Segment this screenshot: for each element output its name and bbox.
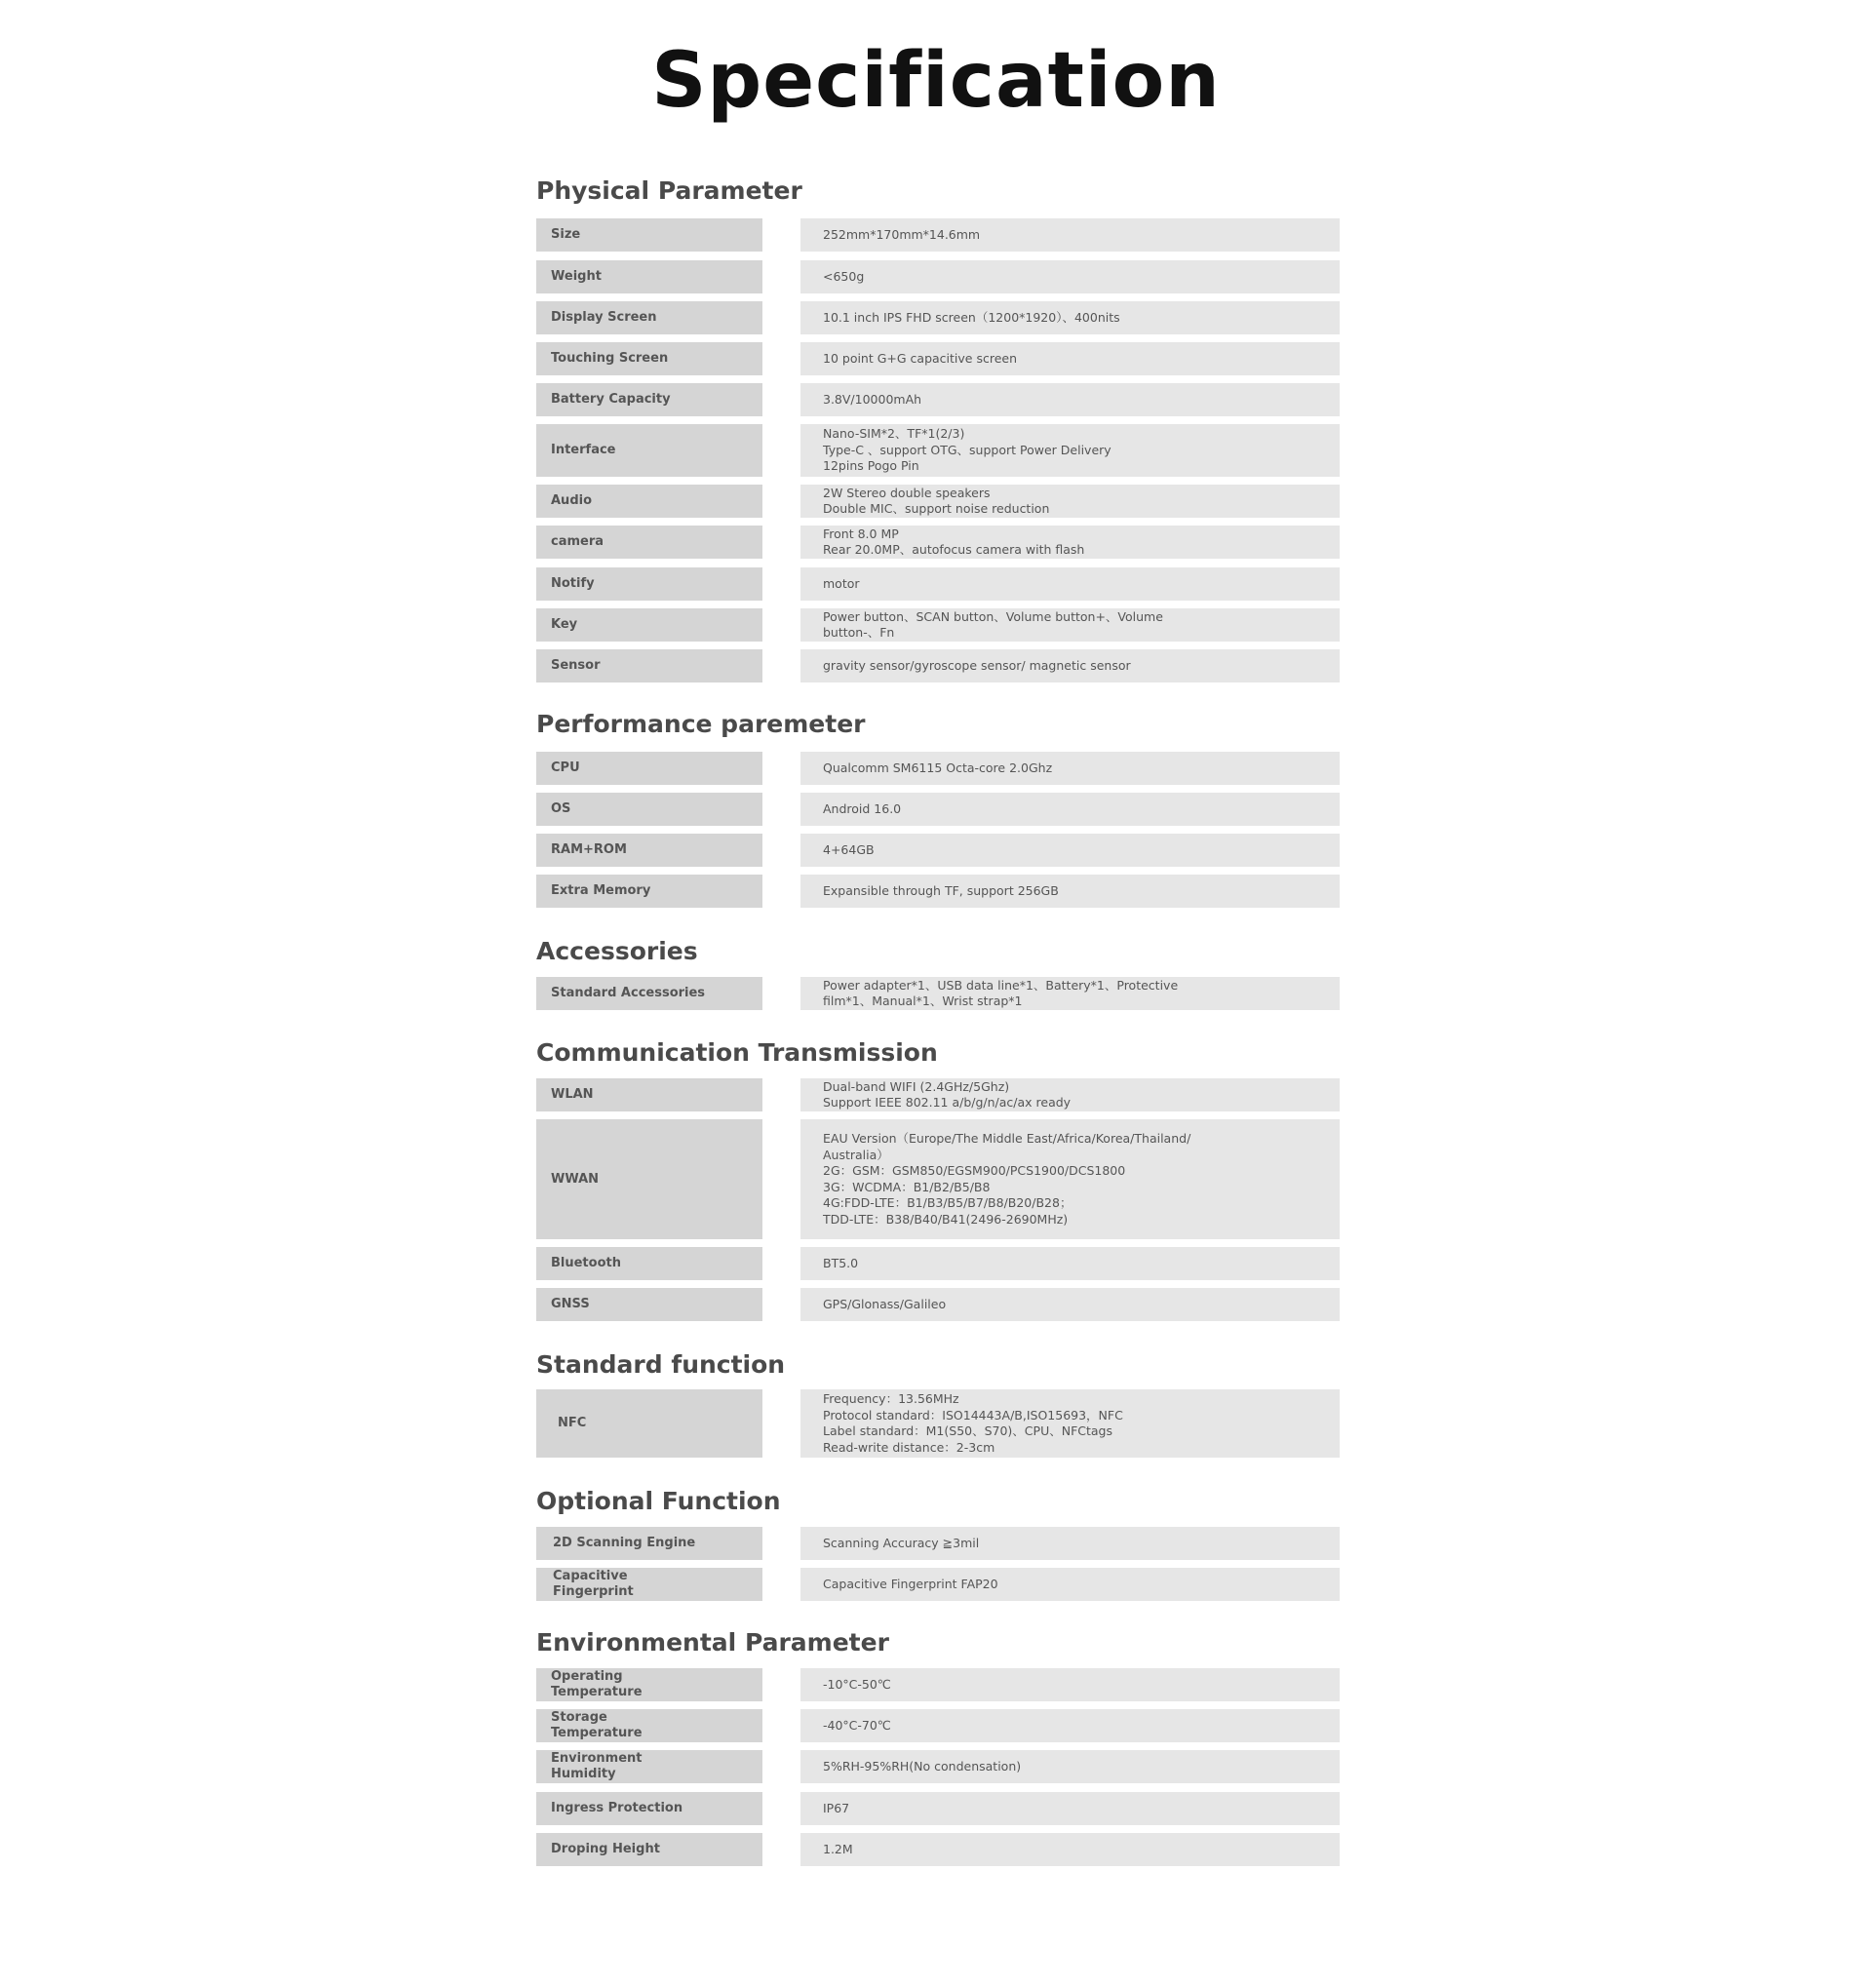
- spec-row-2d-scanning-engine: [536, 1527, 1340, 1560]
- spec-value-line: EAU Version（Europe/The Middle East/Africa/Korea/Thailand/: [823, 1131, 1191, 1146]
- spec-label: [536, 1750, 762, 1783]
- spec-value-line: motor: [823, 575, 860, 591]
- section-heading-physical-parameter: Physical Parameter: [536, 176, 802, 205]
- spec-value-line: 10.1 inch IPS FHD screen（1200*1920）、400nits: [823, 309, 1120, 325]
- spec-label-text: Operating Temperature: [551, 1669, 643, 1699]
- spec-row-operating-temperature: [536, 1668, 1340, 1701]
- spec-value: [800, 834, 1340, 867]
- spec-label: Size: [536, 218, 762, 252]
- spec-row-cpu: [536, 752, 1340, 785]
- spec-label: camera: [536, 526, 762, 559]
- spec-label: Touching Screen: [536, 342, 762, 375]
- section-heading-communication-transmission: Communication Transmission: [536, 1038, 938, 1067]
- spec-value-line: BT5.0: [823, 1255, 859, 1270]
- spec-label: Droping Height: [536, 1833, 762, 1866]
- spec-row-interface: [536, 424, 1340, 477]
- spec-row-sensor: [536, 649, 1340, 682]
- spec-value-line: 4G:FDD-LTE：B1/B3/B5/B7/B8/B20/B28；: [823, 1195, 1072, 1210]
- spec-value: [800, 526, 1340, 559]
- spec-value: [800, 875, 1340, 908]
- spec-row-weight: [536, 260, 1340, 293]
- spec-label: WLAN: [536, 1078, 762, 1111]
- spec-value-line: Power adapter*1、USB data line*1、Battery*1、Protective: [823, 977, 1179, 993]
- spec-value: [800, 649, 1340, 682]
- spec-row-droping-height: [536, 1833, 1340, 1866]
- spec-row-size: [536, 218, 1340, 252]
- spec-value-line: -10°C-50℃: [823, 1676, 891, 1692]
- spec-label: Ingress Protection: [536, 1792, 762, 1825]
- spec-row-camera: [536, 526, 1340, 559]
- spec-value-line: Protocol standard：ISO14443A/B,ISO15693，NFC: [823, 1407, 1123, 1423]
- spec-row-os: [536, 793, 1340, 826]
- spec-value-line: gravity sensor/gyroscope sensor/ magnetic sensor: [823, 657, 1131, 673]
- spec-value: [800, 1568, 1340, 1601]
- spec-label: 2D Scanning Engine: [536, 1527, 762, 1560]
- section-heading-accessories: Accessories: [536, 937, 698, 965]
- spec-label: [536, 1709, 762, 1742]
- spec-row-environment-humidity: [536, 1750, 1340, 1783]
- spec-label: Audio: [536, 485, 762, 518]
- spec-value: [800, 567, 1340, 601]
- spec-value-line: Front 8.0 MP: [823, 526, 899, 541]
- spec-value-line: button-、Fn: [823, 625, 895, 640]
- spec-label: NFC: [536, 1389, 762, 1458]
- section-heading-performance-paremeter: Performance paremeter: [536, 710, 866, 738]
- spec-value-line: Dual-band WIFI (2.4GHz/5Ghz): [823, 1078, 1010, 1094]
- spec-label: GNSS: [536, 1288, 762, 1321]
- spec-value-line: film*1、Manual*1、Wrist strap*1: [823, 994, 1023, 1008]
- spec-value-line: 5%RH-95%RH(No condensation): [823, 1758, 1022, 1774]
- spec-value-line: 10 point G+G capacitive screen: [823, 350, 1018, 366]
- spec-label: Standard Accessories: [536, 977, 762, 1010]
- spec-value-line: Read-write distance：2-3cm: [823, 1439, 995, 1455]
- spec-label-text: Environment Humidity: [551, 1751, 643, 1781]
- spec-label: [536, 1668, 762, 1701]
- spec-row-standard-accessories: [536, 977, 1340, 1010]
- spec-row-extra-memory: [536, 875, 1340, 908]
- spec-label: [536, 1568, 762, 1601]
- spec-value-line: IP67: [823, 1800, 850, 1815]
- spec-row-wwan: [536, 1119, 1340, 1239]
- spec-value-line: Double MIC、support noise reduction: [823, 501, 1050, 516]
- spec-row-storage-temperature: [536, 1709, 1340, 1742]
- spec-value-line: Android 16.0: [823, 800, 902, 816]
- spec-value: [800, 1389, 1340, 1458]
- spec-value: [800, 342, 1340, 375]
- spec-value-line: 3G：WCDMA：B1/B2/B5/B8: [823, 1179, 991, 1194]
- spec-value: [800, 1709, 1340, 1742]
- spec-value-line: Scanning Accuracy ≧3mil: [823, 1535, 980, 1550]
- spec-value: [800, 1247, 1340, 1280]
- spec-value: [800, 1750, 1340, 1783]
- spec-row-battery-capacity: [536, 383, 1340, 416]
- spec-value-line: 4+64GB: [823, 841, 875, 857]
- section-heading-standard-function: Standard function: [536, 1350, 786, 1379]
- spec-value-line: Nano-SIM*2、TF*1(2/3): [823, 426, 965, 442]
- spec-label: CPU: [536, 752, 762, 785]
- spec-value: [800, 1288, 1340, 1321]
- spec-label: Interface: [536, 424, 762, 477]
- page-title: Specification: [651, 37, 1221, 125]
- spec-label: Bluetooth: [536, 1247, 762, 1280]
- spec-value-line: 2W Stereo double speakers: [823, 485, 991, 500]
- spec-value: [800, 977, 1340, 1010]
- spec-value-line: Qualcomm SM6115 Octa-core 2.0Ghz: [823, 760, 1053, 775]
- spec-value-line: Expansible through TF, support 256GB: [823, 882, 1059, 898]
- spec-value-line: GPS/Glonass/Galileo: [823, 1296, 947, 1311]
- spec-row-wlan: [536, 1078, 1340, 1111]
- spec-value: [800, 1527, 1340, 1560]
- spec-label: OS: [536, 793, 762, 826]
- spec-row-nfc: [536, 1389, 1340, 1458]
- spec-row-audio: [536, 485, 1340, 518]
- spec-label: Extra Memory: [536, 875, 762, 908]
- spec-value-line: Type-C 、support OTG、support Power Delivery: [823, 442, 1112, 457]
- spec-label: Battery Capacity: [536, 383, 762, 416]
- spec-label-text: Storage Temperature: [551, 1710, 643, 1740]
- spec-row-display-screen: [536, 301, 1340, 334]
- spec-value: [800, 608, 1340, 642]
- spec-value-line: Australia）: [823, 1147, 889, 1162]
- spec-value: [800, 1792, 1340, 1825]
- spec-label: WWAN: [536, 1119, 762, 1239]
- spec-label: Display Screen: [536, 301, 762, 334]
- spec-row-notify: [536, 567, 1340, 601]
- spec-value-line: Frequency：13.56MHz: [823, 1391, 959, 1406]
- spec-row-bluetooth: [536, 1247, 1340, 1280]
- spec-row-capacitive-fingerprint: [536, 1568, 1340, 1601]
- spec-value: [800, 218, 1340, 252]
- spec-label: RAM+ROM: [536, 834, 762, 867]
- spec-value: [800, 301, 1340, 334]
- spec-value-line: TDD-LTE：B38/B40/B41(2496-2690MHz): [823, 1211, 1069, 1227]
- spec-value-line: Support IEEE 802.11 a/b/g/n/ac/ax ready: [823, 1095, 1072, 1110]
- spec-value-line: 2G：GSM：GSM850/EGSM900/PCS1900/DCS1800: [823, 1163, 1126, 1178]
- spec-value: [800, 383, 1340, 416]
- spec-value-line: Power button、SCAN button、Volume button+、Volume: [823, 608, 1163, 624]
- spec-row-ingress-protection: [536, 1792, 1340, 1825]
- spec-row-key: [536, 608, 1340, 642]
- spec-value-line: Label standard：M1(S50、S70)、CPU、NFCtags: [823, 1423, 1113, 1438]
- spec-value: [800, 260, 1340, 293]
- spec-label: Key: [536, 608, 762, 642]
- spec-value-line: 12pins Pogo Pin: [823, 458, 919, 474]
- spec-row-ram-rom: [536, 834, 1340, 867]
- spec-value: [800, 1078, 1340, 1111]
- spec-value: [800, 485, 1340, 518]
- spec-value-line: Capacitive Fingerprint FAP20: [823, 1576, 998, 1591]
- spec-label: Weight: [536, 260, 762, 293]
- spec-value-line: 3.8V/10000mAh: [823, 391, 922, 407]
- spec-value: [800, 1668, 1340, 1701]
- spec-value: [800, 1833, 1340, 1866]
- spec-value: [800, 424, 1340, 477]
- spec-value-line: -40°C-70℃: [823, 1717, 891, 1733]
- spec-value: [800, 1119, 1340, 1239]
- spec-label: Sensor: [536, 649, 762, 682]
- spec-value: [800, 752, 1340, 785]
- spec-label-text: Capacitive Fingerprint: [553, 1569, 634, 1599]
- spec-value: [800, 793, 1340, 826]
- section-heading-environmental-parameter: Environmental Parameter: [536, 1628, 889, 1657]
- spec-label: Notify: [536, 567, 762, 601]
- spec-row-touching-screen: [536, 342, 1340, 375]
- spec-value-line: 1.2M: [823, 1841, 853, 1856]
- spec-value-line: <650g: [823, 268, 865, 284]
- spec-value-line: 252mm*170mm*14.6mm: [823, 226, 981, 242]
- spec-value-line: Rear 20.0MP、autofocus camera with flash: [823, 542, 1085, 557]
- spec-row-gnss: [536, 1288, 1340, 1321]
- section-heading-optional-function: Optional Function: [536, 1487, 781, 1515]
